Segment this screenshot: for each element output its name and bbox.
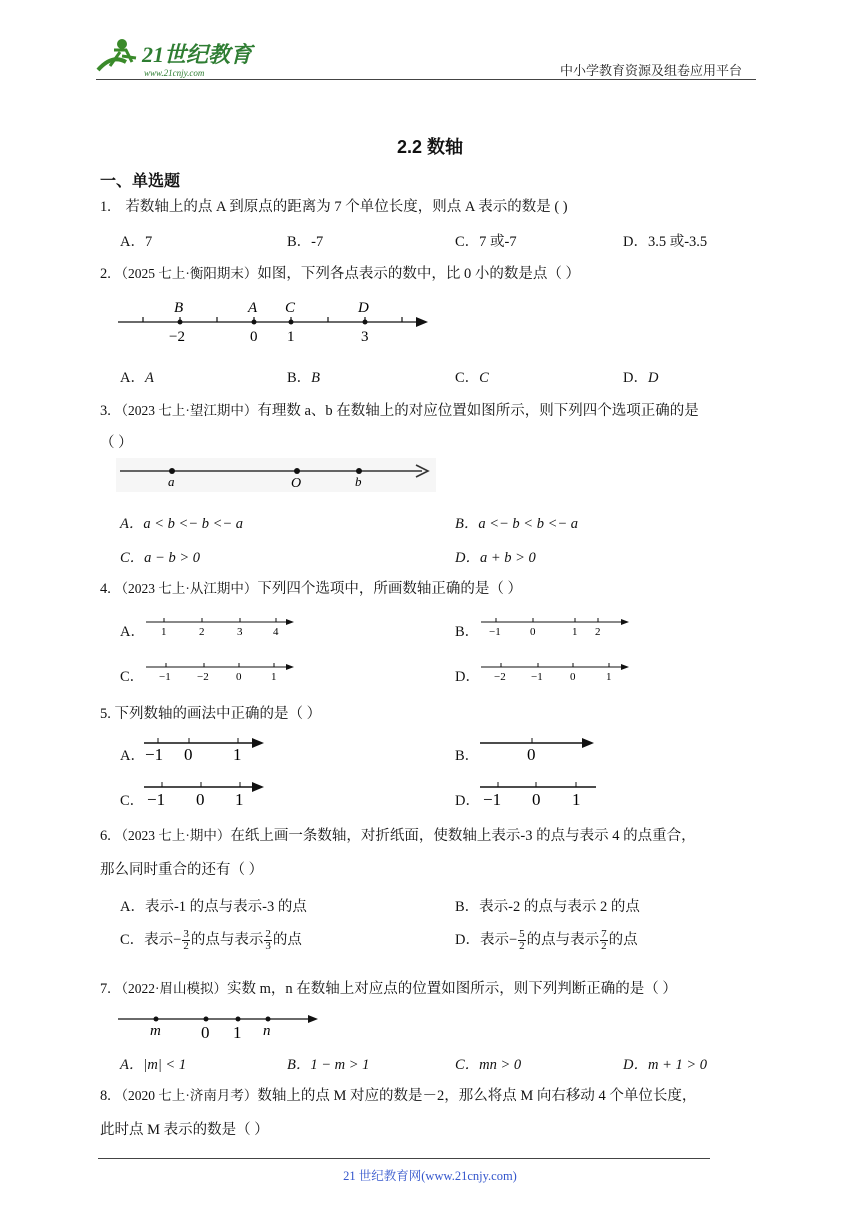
tick-label: 1 xyxy=(287,329,295,345)
question-4: 4. （2023 七上·从江期中）下列四个选项中，所画数轴正确的是（ ） xyxy=(100,581,522,597)
q7-option-c[interactable]: C．mn > 0 xyxy=(455,1057,522,1073)
svg-text:−1: −1 xyxy=(531,671,543,683)
svg-text:1: 1 xyxy=(606,671,612,683)
q4-option-b[interactable]: B． xyxy=(455,624,480,640)
svg-text:21世纪教育: 21世纪教育 xyxy=(142,42,253,67)
q4-option-b-line[interactable] xyxy=(481,612,631,638)
point-label-n: n xyxy=(263,1023,271,1039)
q4-option-a-line[interactable] xyxy=(146,612,296,638)
question-5: 5. 下列数轴的画法中正确的是（ ） xyxy=(100,706,322,722)
point-label-origin: O xyxy=(291,476,302,491)
q7-option-b[interactable]: B．1 − m > 1 xyxy=(287,1057,370,1073)
q6-option-d[interactable]: D．表示− $\frac{5}{2}$ 的点与表示 $\frac{7}{2}$ 的点 xyxy=(455,928,638,953)
q7-option-a[interactable]: A．|m| < 1 xyxy=(120,1057,187,1073)
svg-text:−2: −2 xyxy=(197,671,209,683)
q3-option-c[interactable]: C．a − b > 0 xyxy=(120,550,200,566)
point-label-m: m xyxy=(150,1023,161,1039)
point-label-a: a xyxy=(168,474,175,489)
footer-divider xyxy=(98,1158,710,1159)
svg-text:1: 1 xyxy=(161,626,167,638)
svg-text:1: 1 xyxy=(271,671,277,683)
q6-option-b[interactable]: B．表示-2 的点与表示 2 的点 xyxy=(455,899,640,915)
tick-label: 0 xyxy=(250,329,258,345)
tick-label: −2 xyxy=(169,329,185,345)
svg-text:0: 0 xyxy=(184,745,193,764)
q1-option-d[interactable]: D．3.5 或-3.5 xyxy=(623,234,708,250)
svg-text:4: 4 xyxy=(273,626,279,638)
svg-text:3: 3 xyxy=(237,626,243,638)
q4-option-d-line[interactable] xyxy=(481,657,631,683)
svg-text:1: 1 xyxy=(572,790,581,808)
svg-text:0: 0 xyxy=(532,790,541,808)
svg-text:−1: −1 xyxy=(489,626,501,638)
point-label-c: C xyxy=(285,300,296,316)
q2-option-c[interactable]: C．C xyxy=(455,370,489,386)
question-2: 2. （2025 七上·衡阳期末）如图，下列各点表示的数中，比 0 小的数是点（ ） xyxy=(100,266,580,282)
question-6-cont: 那么同时重合的还有（ ） xyxy=(100,862,264,878)
tick-label: 3 xyxy=(361,329,369,345)
svg-text:www.21cnjy.com: www.21cnjy.com xyxy=(144,68,205,78)
svg-text:0: 0 xyxy=(236,671,242,683)
svg-text:2: 2 xyxy=(595,626,601,638)
point-label-b: b xyxy=(355,474,362,489)
svg-text:1: 1 xyxy=(235,790,244,808)
svg-text:−1: −1 xyxy=(147,790,166,808)
site-logo xyxy=(92,36,262,80)
question-7: 7. （2022·眉山模拟）实数 m，n 在数轴上对应点的位置如图所示，则下列判断正确的是（ ） xyxy=(100,981,677,997)
q5-option-d[interactable]: D． xyxy=(455,793,480,809)
svg-text:0: 0 xyxy=(527,745,536,764)
q7-option-d[interactable]: D．m + 1 > 0 xyxy=(623,1057,708,1073)
q6-option-c[interactable]: C．表示− $\frac{3}{2}$ 的点与表示 $\frac{2}{3}$ 的点 xyxy=(120,928,302,953)
point-label-a: A xyxy=(248,300,258,316)
q3-option-d[interactable]: D．a + b > 0 xyxy=(455,550,536,566)
header-divider xyxy=(96,79,756,80)
q7-number-line xyxy=(116,1010,322,1042)
question-8-cont: 此时点 M 表示的数是（ ） xyxy=(100,1122,269,1138)
q5-option-a-line[interactable] xyxy=(144,734,266,764)
q4-option-a[interactable]: A． xyxy=(120,624,145,640)
point-label-zero: 0 xyxy=(201,1023,210,1042)
point-label-d: D xyxy=(358,300,369,316)
q3-option-a[interactable]: A．a < b <− b <− a xyxy=(120,516,244,532)
svg-text:−1: −1 xyxy=(159,671,171,683)
q2-option-a[interactable]: A．A xyxy=(120,370,154,386)
q1-option-a[interactable]: A．7 xyxy=(120,234,153,250)
q5-option-c[interactable]: C． xyxy=(120,793,145,809)
svg-text:0: 0 xyxy=(570,671,576,683)
q1-option-b[interactable]: B．-7 xyxy=(287,234,324,250)
point-label-one: 1 xyxy=(233,1023,242,1042)
svg-text:0: 0 xyxy=(530,626,536,638)
svg-text:0: 0 xyxy=(196,790,205,808)
q5-option-b[interactable]: B． xyxy=(455,748,480,764)
svg-text:1: 1 xyxy=(572,626,578,638)
q4-option-c-line[interactable] xyxy=(146,657,296,683)
footer-link[interactable]: 21 世纪教育网(www.21cnjy.com) xyxy=(343,1169,517,1183)
svg-text:−1: −1 xyxy=(145,745,164,764)
point-label-b: B xyxy=(174,300,184,316)
q1-option-c[interactable]: C．7 或-7 xyxy=(455,234,517,250)
q2-option-d[interactable]: D．D xyxy=(623,370,659,386)
q5-option-a[interactable]: A． xyxy=(120,748,145,764)
q4-option-c[interactable]: C． xyxy=(120,669,145,685)
q3-number-line xyxy=(116,458,436,492)
question-3: 3. （2023 七上·望江期中）有理数 a、b 在数轴上的对应位置如图所示，则下列四个选项正确的是 xyxy=(100,403,699,419)
q5-option-b-line[interactable] xyxy=(480,734,596,764)
q3-paren: （ ） xyxy=(100,435,133,451)
page-title: 2.2 数轴 xyxy=(396,137,464,157)
question-1: 1. 若数轴上的点 A 到原点的距离为 7 个单位长度，则点 A 表示的数是 ( ) xyxy=(100,199,568,215)
q4-option-d[interactable]: D． xyxy=(455,669,480,685)
q3-option-b[interactable]: B．a <− b < b <− a xyxy=(455,516,579,532)
q5-option-d-line[interactable] xyxy=(480,778,598,808)
svg-text:2: 2 xyxy=(199,626,205,638)
question-6: 6. （2023 七上·期中）在纸上画一条数轴，对折纸面，使数轴上表示-3 的点与表示 4 的点重合， xyxy=(100,828,696,844)
q2-option-b[interactable]: B．B xyxy=(287,370,321,386)
svg-text:−2: −2 xyxy=(494,671,506,683)
question-8: 8. （2020 七上·济南月考）数轴上的点 M 对应的数是－2，那么将点 M 向右移动 4 个单位长度， xyxy=(100,1088,697,1104)
platform-name: 中小学教育资源及组卷应用平台 xyxy=(560,63,743,78)
svg-text:−1: −1 xyxy=(483,790,502,808)
q2-number-line xyxy=(116,294,432,346)
q6-option-a[interactable]: A．表示-1 的点与表示-3 的点 xyxy=(120,899,307,915)
svg-text:1: 1 xyxy=(233,745,242,764)
section-heading: 一、单选题 xyxy=(100,173,181,190)
q5-option-c-line[interactable] xyxy=(144,778,266,808)
